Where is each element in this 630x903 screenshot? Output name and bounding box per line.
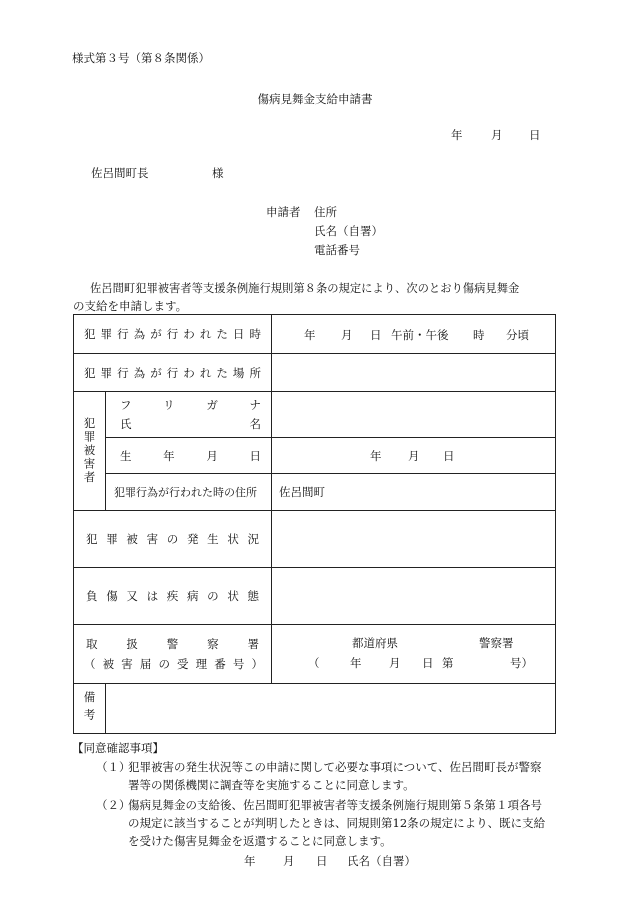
label-char: 時 xyxy=(249,327,261,341)
label-char: 所 xyxy=(249,365,261,380)
label-char: 状 xyxy=(227,589,239,603)
victim-group-label: 犯罪被害者 xyxy=(82,417,97,485)
label-damage-status xyxy=(74,531,271,547)
value-damage-status[interactable] xyxy=(272,511,556,568)
consent-item2-line1: 傷病見舞金の支給後、佐呂間町犯罪被害者等支援条例施行規則第５条第１項各号 xyxy=(128,798,542,812)
label-char: は xyxy=(146,589,159,603)
label-char: 為 xyxy=(133,365,146,380)
label-char: わ xyxy=(183,327,195,341)
label-char: 署 xyxy=(247,637,259,651)
label-char: の xyxy=(207,589,219,603)
value-crime-datetime[interactable]: 年 月 日 午前・午後 時 分頃 xyxy=(304,328,529,342)
consent-header: 【同意確認事項】 xyxy=(72,741,164,755)
label-char: 態 xyxy=(247,589,259,603)
label-char: 罪 xyxy=(100,365,113,380)
row-crime-place xyxy=(74,354,556,392)
label-char: ナ xyxy=(249,398,261,412)
label-char: 傷 xyxy=(106,589,118,603)
date-month: 月 xyxy=(491,128,503,142)
label-char: 受 xyxy=(177,657,189,671)
label-char: 犯 xyxy=(86,532,98,546)
label-char: 名 xyxy=(249,417,261,431)
label-char: 月 xyxy=(206,448,218,463)
label-police-station xyxy=(74,636,271,652)
addressee-name: 佐呂間町長 xyxy=(91,166,149,180)
label-char: の xyxy=(158,657,170,671)
application-table xyxy=(73,314,556,734)
label-char: 届 xyxy=(139,657,152,671)
form-number: 様式第３号（第８条関係） xyxy=(72,51,210,65)
label-char: の xyxy=(166,532,179,546)
label-address-at-crime: 犯罪行為が行われた時の住所 xyxy=(114,486,257,499)
row-address-at-crime xyxy=(74,474,556,511)
label-char: 日 xyxy=(249,448,261,463)
label-char: 警 xyxy=(166,637,179,651)
footer-signature[interactable]: 氏名（自署） xyxy=(347,854,416,868)
label-char: れ xyxy=(199,365,212,380)
addressee-honorific: 様 xyxy=(212,166,224,180)
label-char: 犯 xyxy=(84,365,96,380)
label-char: 犯 xyxy=(84,327,96,341)
label-char: 又 xyxy=(126,589,138,603)
label-char: 年 xyxy=(163,448,175,463)
label-char: 罪 xyxy=(106,532,118,546)
applicant-address: 住所 xyxy=(314,205,337,219)
label-char: 場 xyxy=(232,365,245,380)
label-char: 状 xyxy=(227,532,239,546)
label-crime-datetime xyxy=(74,326,271,342)
label-char: （ xyxy=(84,657,96,671)
row-victim-name xyxy=(74,392,556,438)
label-injury-status xyxy=(74,588,271,604)
footer-month: 月 xyxy=(283,854,295,868)
page-title: 傷病見舞金支給申請書 xyxy=(257,92,373,106)
label-char: 為 xyxy=(133,327,146,341)
label-name xyxy=(106,413,271,432)
label-char: 行 xyxy=(166,365,179,380)
label-char: ） xyxy=(251,657,263,671)
row-birth xyxy=(74,438,556,474)
applicant-phone: 電話番号 xyxy=(314,243,360,257)
label-char: 害 xyxy=(146,532,159,546)
label-char: 被 xyxy=(126,532,138,546)
label-remarks: 備考 xyxy=(82,691,97,726)
label-char: 行 xyxy=(166,327,179,341)
label-char: 行 xyxy=(117,327,129,341)
label-char: 理 xyxy=(195,657,208,671)
value-remarks[interactable] xyxy=(106,684,556,734)
label-char: 行 xyxy=(117,365,129,380)
label-char: 負 xyxy=(86,589,98,603)
row-crime-datetime xyxy=(74,315,556,354)
label-report-number xyxy=(74,652,271,672)
consent-item1-num: （１） xyxy=(96,760,131,774)
date-year: 年 xyxy=(451,128,463,142)
label-char: が xyxy=(150,327,162,341)
label-char: 号 xyxy=(232,657,245,671)
footer-day: 日 xyxy=(316,854,328,868)
label-char: 況 xyxy=(247,532,259,546)
applicant-label: 申請者 xyxy=(266,205,301,219)
label-char: 氏 xyxy=(120,417,132,431)
value-birth[interactable]: 年 月 日 xyxy=(370,449,455,463)
footer-year: 年 xyxy=(244,854,256,868)
value-address-at-crime[interactable]: 佐呂間町 xyxy=(279,485,325,499)
label-char: 罪 xyxy=(100,327,113,341)
value-injury-status[interactable] xyxy=(272,568,556,625)
label-crime-place xyxy=(74,365,271,381)
consent-item1-line2: 署等の関係機関に調査等を実施することに同意します。 xyxy=(128,778,415,792)
consent-item2-num: （２） xyxy=(96,798,131,812)
label-char: た xyxy=(216,365,228,380)
value-police[interactable]: 都道府県 警察署 （ 年 月 日 第 号） xyxy=(308,636,533,670)
value-victim-name[interactable] xyxy=(272,392,556,438)
row-remarks xyxy=(74,684,556,734)
label-char: 番 xyxy=(214,657,226,671)
label-char: 取 xyxy=(86,637,98,651)
label-char: わ xyxy=(183,365,195,380)
intro-line-1: 佐呂間町犯罪被害者等支援条例施行規則第８条の規定により、次のとおり傷病見舞金 xyxy=(90,282,520,295)
intro-line-2: の支給を申請します。 xyxy=(73,299,188,313)
date-day: 日 xyxy=(529,128,541,142)
row-injury-status xyxy=(74,568,556,625)
row-police xyxy=(74,625,556,684)
label-char: 扱 xyxy=(126,637,138,651)
row-damage-status xyxy=(74,511,556,568)
label-char: フ xyxy=(120,398,132,412)
label-char: ガ xyxy=(206,398,218,412)
label-char: た xyxy=(216,327,228,341)
applicant-name: 氏名（自署） xyxy=(314,224,383,238)
label-birth xyxy=(106,448,271,464)
label-char: 日 xyxy=(232,327,245,341)
label-char: 生 xyxy=(207,532,219,546)
value-crime-place[interactable] xyxy=(272,354,556,392)
label-char: れ xyxy=(199,327,212,341)
consent-item2-line2: の規定に該当することが判明したときは、同規則第12条の規定により、既に支給 xyxy=(128,816,546,830)
label-char: 生 xyxy=(120,448,132,463)
label-char: 疾 xyxy=(166,589,179,603)
label-char: 被 xyxy=(102,657,115,671)
label-char: 発 xyxy=(186,532,199,546)
label-char: リ xyxy=(163,398,175,412)
label-char: 病 xyxy=(186,589,199,603)
label-furigana xyxy=(106,397,271,413)
label-char: が xyxy=(150,365,162,380)
label-char: 害 xyxy=(121,657,133,671)
consent-item2-line3: を受けた傷害見舞金を返還することに同意します。 xyxy=(128,834,392,848)
label-char: 察 xyxy=(207,637,219,651)
consent-item1-line1: 犯罪被害の発生状況等この申請に関して必要な事項について、佐呂間町長が警察 xyxy=(128,760,542,774)
